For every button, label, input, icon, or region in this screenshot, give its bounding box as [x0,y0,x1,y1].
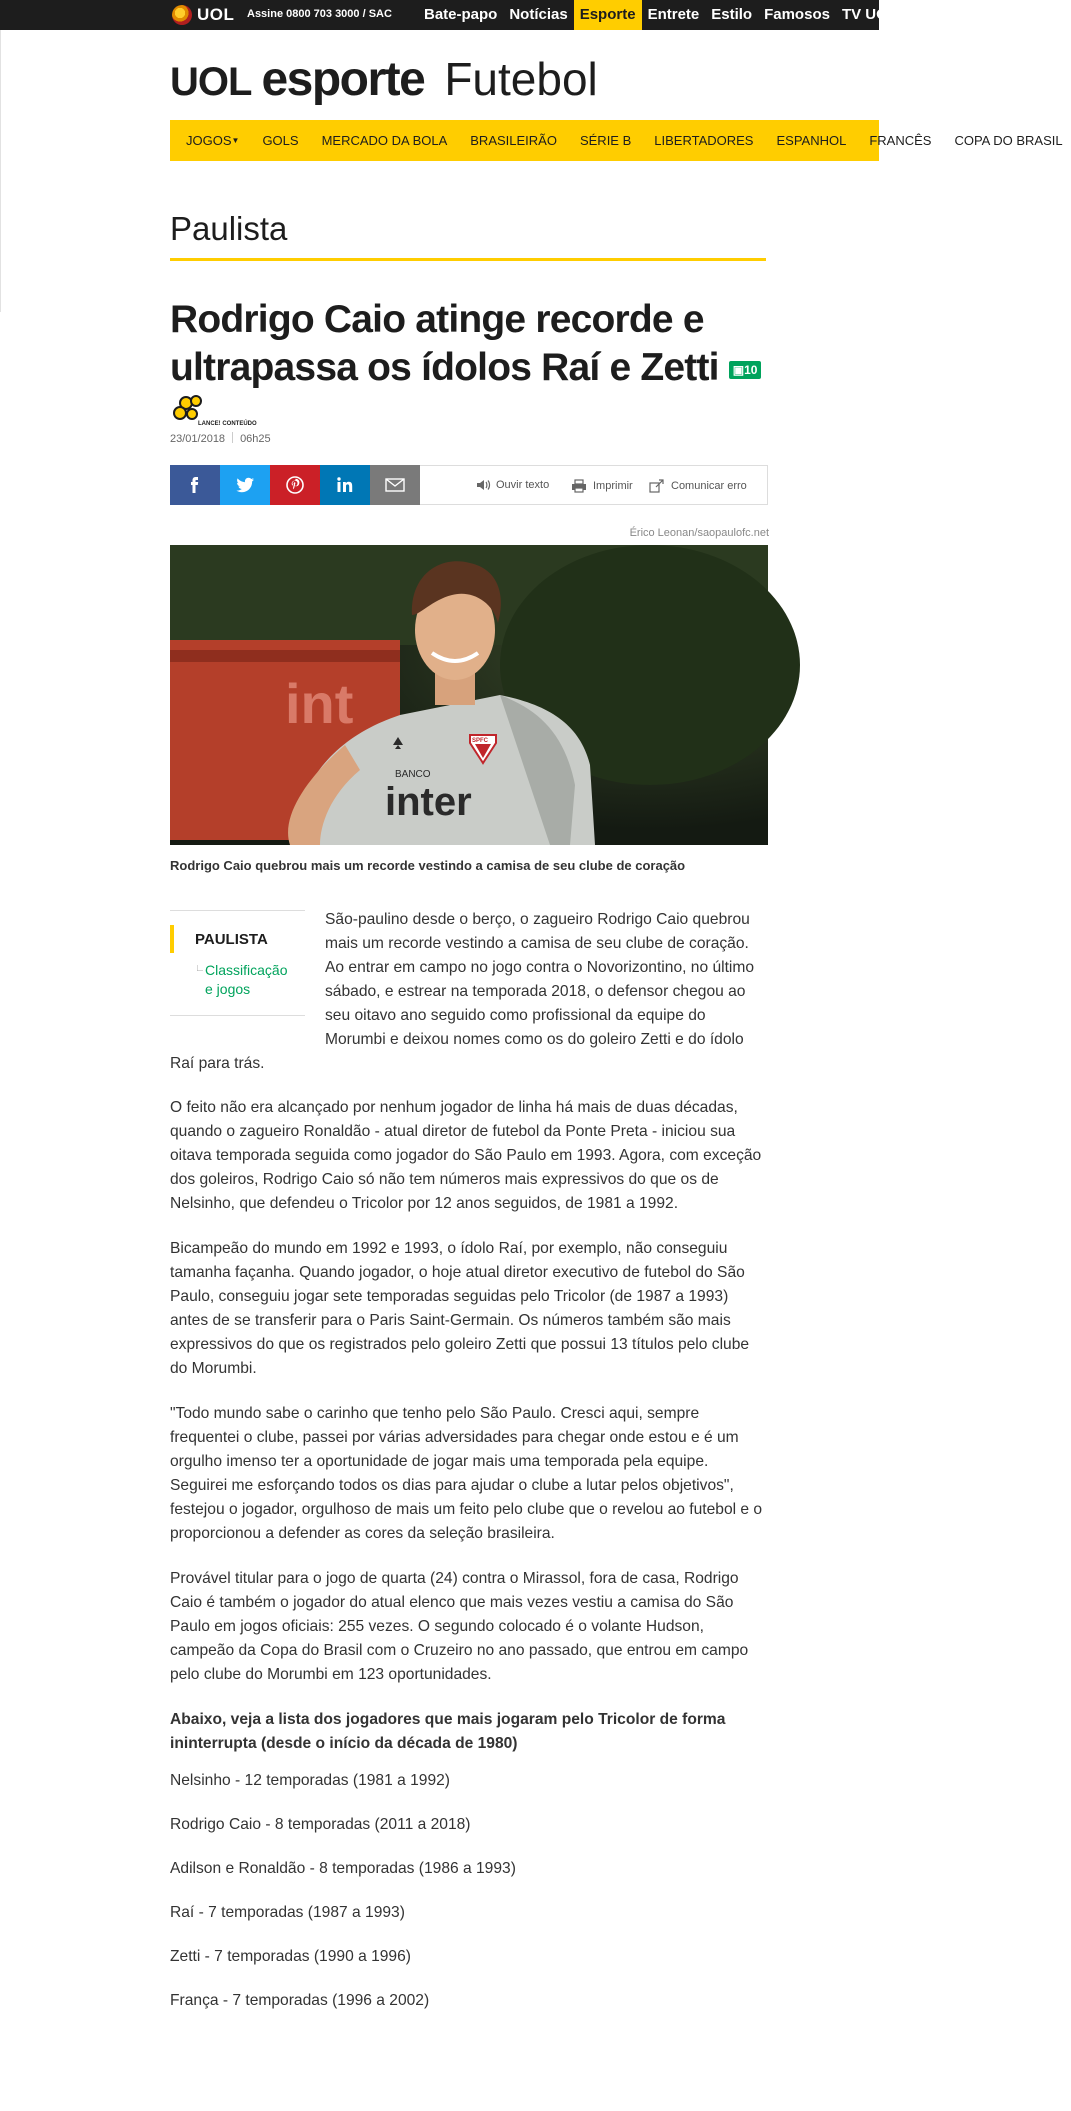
portal-nav [418,0,903,30]
top-bar [0,0,897,30]
section-nav-espanhol[interactable]: ESPANHOL [776,133,847,148]
nav-esporte[interactable]: Esporte [574,0,642,30]
shirt-crest-text: SPFC [472,738,489,744]
section-nav-frances[interactable]: FRANCÊS [869,133,932,148]
nav-entrete[interactable]: Entrete [647,6,700,23]
sidebox-accent-bar [170,925,174,953]
list-item: Raí - 7 temporadas (1987 a 1993) [170,1904,405,1921]
paragraph-1-line: Morumbi e deixou nomes como os do goleiro Zetti e do ídolo [325,1031,744,1048]
paragraph-4: "Todo mundo sabe o carinho que tenho pelo São Paulo. Cresci aqui, sempre frequentei o clube, passei por várias adversidades para chegar onde estou e é um orgulho imenso ter a oportunidade de jogar mais uma temporada pela equipe. Seguirei me esforçando todos os dias para ajudar o clube a lutar pelos objetivos", festejou o jogador, orgulhoso de mais um feito pelo clube que o revelou ao futebol e o proporcionou a defender as cores da seleção brasileira. [170,1405,763,1542]
left-edge-divider [0,30,1,312]
twitter-share-button[interactable] [220,465,270,505]
photo-caption: Rodrigo Caio quebrou mais um recorde vestindo a camisa de seu clube de coração [170,858,686,873]
report-error-label: Comunicar erro [671,480,747,492]
list-item: Nelsinho - 12 temporadas (1981 a 1992) [170,1772,450,1789]
listen-button[interactable] [476,479,549,491]
lance-logo-lance: LANCE! CONTEÚDO [198,421,257,427]
listen-label: Ouvir texto [496,479,550,491]
report-error-button[interactable] [649,479,747,493]
pinterest-icon [286,476,304,494]
sidebox-link-line1: Classificação [205,962,288,978]
section-nav-mercado[interactable]: MERCADO DA BOLA [321,133,448,148]
print-label: Imprimir [593,480,633,492]
related-sidebox [170,910,305,1016]
speaker-icon [476,479,490,491]
sidebox-link-line2: e jogos [205,981,251,997]
email-share-button[interactable] [370,465,420,505]
nav-noticias[interactable]: Notícias [509,6,568,23]
brand-header[interactable] [170,52,598,107]
paragraph-5: Provável titular para o jogo de quarta (24) contra o Mirassol, fora de casa, Rodrigo Caio é também o jogador do atual elenco que mais vezes vestiu a camisa do São Paulo em jogos oficiais: 255 vezes. O segundo colocado é o volante Hudson, campeão da Copa do Brasil com o Cruzeiro no ano passado, que entrou em campo pelo clube do Morumbi em 123 oportunidades. [170,1570,749,1683]
nav-estilo[interactable]: Estilo [711,6,753,23]
nav-famosos[interactable]: Famosos [764,6,830,23]
linkedin-icon [336,476,354,494]
wall-sign-text: int [285,672,354,735]
section-nav-jogos[interactable] [170,133,247,148]
brand-section: Futebol [444,53,598,105]
nav-tv-uol[interactable]: TV UOL [841,6,897,23]
comments-badge[interactable] [729,361,762,379]
sidebox-link-classificacao[interactable] [205,961,287,999]
section-nav-libertadores[interactable]: LIBERTADORES [654,133,754,148]
section-nav-brasileirao[interactable]: BRASILEIRÃO [470,133,557,148]
share-bar [170,465,768,505]
paragraph-3: Bicampeão do mundo em 1992 e 1993, o ídolo Raí, por exemplo, não conseguiu tamanha façanha. Quando jogador, o hoje atual diretor executivo de futebol do São Paulo, conseguiu jogar sete temporadas seguidas pelo Tricolor (de 1987 a 1993) antes de se transferir para o Paris Saint-Germain. Os números também são mais expressivos do que os registrados pelo goleiro Zetti que possui 13 títulos pelo clube do Morumbi. [170,1240,750,1377]
article-date: 23/01/2018 [170,433,226,445]
print-button[interactable] [571,479,633,493]
subscribe-phone[interactable]: Assine 0800 703 3000 / SAC [247,8,392,20]
list-item: França - 7 temporadas (1996 a 2002) [170,1992,430,2009]
section-nav-jogos-label: JOGOS [186,133,232,148]
nav-bate-papo[interactable]: Bate-papo [424,6,498,23]
caret-down-icon: ▼ [231,136,240,145]
section-nav-gols[interactable]: GOLS [262,133,299,148]
twitter-icon [235,476,255,494]
uol-logo[interactable] [172,5,234,25]
uol-logo-text: UOL [197,5,235,24]
paragraph-2: O feito não era alcançado por nenhum jogador de linha há mais de duas décadas, quando o zagueiro Ronaldão - atual diretor de futebol da Ponte Preta - iniciou sua oitava temporada seguida como jogador do São Paulo em 1993. Agora, com exceção dos goleiros, Rodrigo Caio só não tem números mais expressivos do que os de Nelsinho, que defendeu o Tricolor por 12 anos seguidos, de 1981 a 1992. [170,1099,762,1212]
section-nav [170,120,1063,161]
section-nav-copa[interactable]: COPA DO BRASIL [954,133,1063,148]
facebook-icon [186,476,204,494]
paragraph-1-line: Ao entrar em campo no jogo contra o Novorizontino, no último [325,959,755,976]
list-item: Adilson e Ronaldão - 8 temporadas (1986 a 1993) [170,1860,516,1877]
section-nav-serie-b[interactable]: SÉRIE B [579,133,632,148]
article-headline [170,296,770,392]
comment-icon: ▣ [732,363,745,377]
paragraph-1-line: mais um recorde vestindo a camisa de seu clube de coração. [325,935,749,952]
comments-count: 10 [744,363,758,377]
paragraph-1-line: sábado, e estrear na temporada 2018, o defensor chegou ao [325,983,746,1000]
date-separator [232,432,233,443]
lance-logo-icon[interactable] [172,395,257,431]
article-photo[interactable] [170,545,768,845]
uol-ball-icon [172,5,192,25]
shirt-sponsor-text: inter [385,780,472,824]
list-intro: Abaixo, veja a lista dos jogadores que mais jogaram pelo Tricolor de forma ininterrupta (desde o início da década de 1980) [170,1711,726,1752]
brand-uol: UOL [170,60,252,104]
paragraph-1-tail: Raí para trás. [170,1055,265,1072]
corner-arrow-icon: ∟ [195,963,205,974]
report-error-icon [649,479,665,493]
headline-text: Rodrigo Caio atinge recorde e ultrapassa os ídolos Raí e Zetti [170,298,719,389]
facebook-share-button[interactable] [170,465,220,505]
dateline [170,432,271,445]
player-photo-image [170,545,768,845]
paragraph-1-line: seu oitavo ano seguido como profissional da equipe do [325,1007,706,1024]
photo-credit: Érico Leonan/saopaulofc.net [629,527,769,539]
section-title[interactable]: Paulista [170,210,288,247]
paragraph-1 [325,908,760,1052]
paragraph-1-line: São-paulino desde o berço, o zagueiro Rodrigo Caio quebrou [325,911,750,928]
envelope-icon [385,478,405,492]
list-item: Rodrigo Caio - 8 temporadas (2011 a 2018) [170,1816,471,1833]
printer-icon [571,479,587,493]
sidebox-title[interactable]: PAULISTA [195,931,268,948]
pinterest-share-button[interactable] [270,465,320,505]
section-divider [170,258,766,261]
brand-esporte: esporte [261,53,425,106]
list-item: Zetti - 7 temporadas (1990 a 1996) [170,1948,411,1965]
shirt-sponsor-subtext: BANCO [395,769,431,780]
linkedin-share-button[interactable] [320,465,370,505]
article-time: 06h25 [240,433,271,445]
